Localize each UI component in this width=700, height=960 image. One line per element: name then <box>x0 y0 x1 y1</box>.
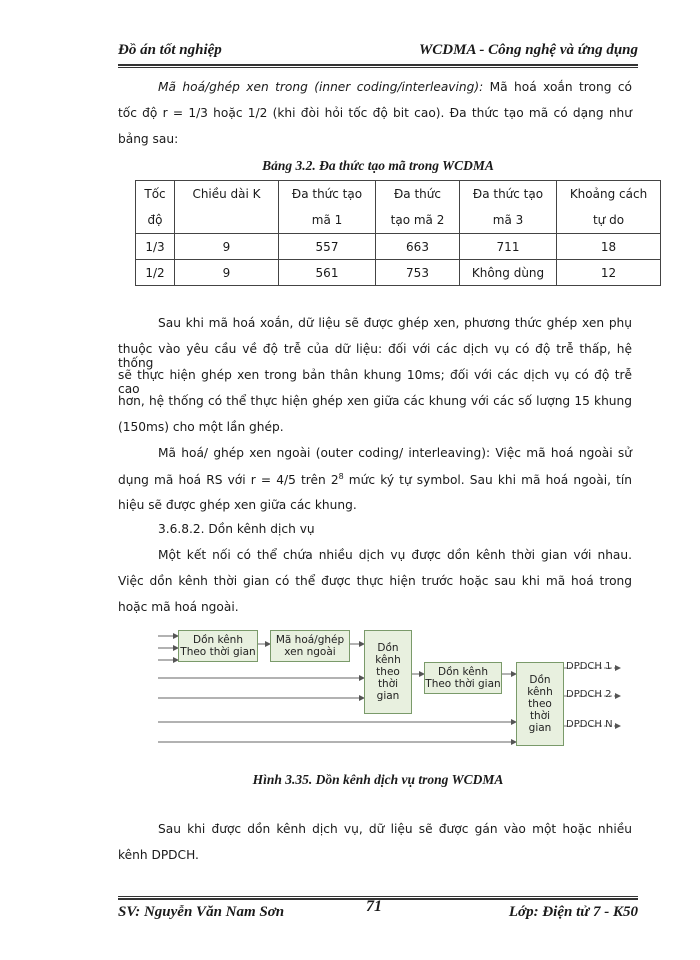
table-cell: 12 <box>557 260 661 286</box>
diagram-box-outer-coding: Mã hoá/ghép xen ngoài <box>270 630 350 662</box>
diagram-output-label: DPDCH N <box>566 719 613 730</box>
table-cell: 18 <box>557 234 661 260</box>
intro-line-1 <box>158 80 632 94</box>
table-cell: 753 <box>376 260 460 286</box>
para2-line: dụng mã hoá RS với r = 4/5 trên $2^8$ mức ký tự symbol. Sau khi mã hoá ngoài, tín <box>118 472 632 488</box>
table-cell: Không dùng <box>460 260 557 286</box>
para2-line: Mã hoá/ ghép xen ngoài (outer coding/ interleaving): Việc mã hoá ngoài sử <box>158 446 632 460</box>
intro-line-2: tốc độ r = 1/3 hoặc 1/2 (khi đòi hỏi tốc độ bit cao). Đa thức tạo mã có dạng như <box>118 106 632 120</box>
diagram-output-label: DPDCH 1 <box>566 661 612 672</box>
para3-line: Việc dồn kênh thời gian có thể được thực hiện trước hoặc sau khi mã hoá trong <box>118 574 632 588</box>
para3-line: Một kết nối có thể chứa nhiều dịch vụ được dồn kênh thời gian với nhau. <box>158 548 632 562</box>
para1-line: thuộc vào yêu cầu về độ trễ của dữ liệu: đối với các dịch vụ có độ trễ thấp, hệ thống <box>118 342 632 370</box>
table-cell: 1/3 <box>136 234 175 260</box>
header-rule <box>118 64 638 66</box>
para1-line: hơn, hệ thống có thể thực hiện ghép xen giữa các khung với các số lượng 15 khung <box>118 394 632 408</box>
figure-caption: Hình 3.35. Dồn kênh dịch vụ trong WCDMA <box>252 772 504 787</box>
table-header-cell: Khoảng cách tự do <box>557 181 661 234</box>
table-header-cell: Đa thức tạo mã 2 <box>376 181 460 234</box>
intro-rest: Mã hoá xoắn trong có <box>489 80 633 94</box>
para1-line: (150ms) cho một lần ghép. <box>118 420 284 434</box>
para4-line: kênh DPDCH. <box>118 848 199 862</box>
diagram-box-tdm-3: Dồn kênh Theo thời gian <box>424 662 502 694</box>
table-header-cell: Tốc độ <box>136 181 175 234</box>
footer-left: SV: Nguyễn Văn Nam Sơn <box>118 904 285 920</box>
table-cell: 663 <box>376 234 460 260</box>
table-cell: 561 <box>279 260 376 286</box>
table-cell: 557 <box>279 234 376 260</box>
footer-rule-thin <box>118 896 638 897</box>
table-header-cell: Chiều dài K <box>175 181 279 234</box>
page-number: 71 <box>366 898 382 915</box>
table-row <box>136 260 661 286</box>
para4-line: Sau khi được dồn kênh dịch vụ, dữ liệu sẽ được gán vào một hoặc nhiều <box>158 822 632 836</box>
para2-line: hiệu sẽ được ghép xen giữa các khung. <box>118 498 357 512</box>
diagram-box-tdm-2: Dồn kênh theo thời gian <box>364 630 412 714</box>
header-right: WCDMA - Công nghệ và ứng dụng <box>418 42 638 58</box>
table-cell: 711 <box>460 234 557 260</box>
table-header-cell: Đa thức tạo mã 3 <box>460 181 557 234</box>
para1-line: sẽ thực hiện ghép xen trong bản thân khung 10ms; đối với các dịch vụ có độ trễ cao <box>118 368 632 396</box>
header-rule-thin <box>118 67 638 68</box>
intro-line-3: bảng sau: <box>118 132 179 146</box>
table-row <box>136 234 661 260</box>
para1-line: Sau khi mã hoá xoắn, dữ liệu sẽ được ghép xen, phương thức ghép xen phụ <box>158 316 632 330</box>
section-heading: 3.6.8.2. Dồn kênh dịch vụ <box>158 522 315 536</box>
code-table <box>135 180 661 286</box>
diagram-box-tdm-1: Dồn kênh Theo thời gian <box>178 630 258 662</box>
table-cell: 1/2 <box>136 260 175 286</box>
diagram-output-label: DPDCH 2 <box>566 689 612 700</box>
header-left: Đồ án tốt nghiệp <box>118 42 222 58</box>
table-caption: Bảng 3.2. Đa thức tạo mã trong WCDMA <box>262 158 494 173</box>
table-cell: 9 <box>175 234 279 260</box>
para3-line: hoặc mã hoá ngoài. <box>118 600 239 614</box>
table-cell: 9 <box>175 260 279 286</box>
table-header-cell: Đa thức tạo mã 1 <box>279 181 376 234</box>
footer-right: Lớp: Điện tử 7 - K50 <box>508 904 638 920</box>
table-header-row <box>136 181 661 234</box>
diagram-box-tdm-4: Dồn kênh theo thời gian <box>516 662 564 746</box>
intro-italic: Mã hoá/ghép xen trong (inner coding/interleaving): <box>158 80 484 94</box>
